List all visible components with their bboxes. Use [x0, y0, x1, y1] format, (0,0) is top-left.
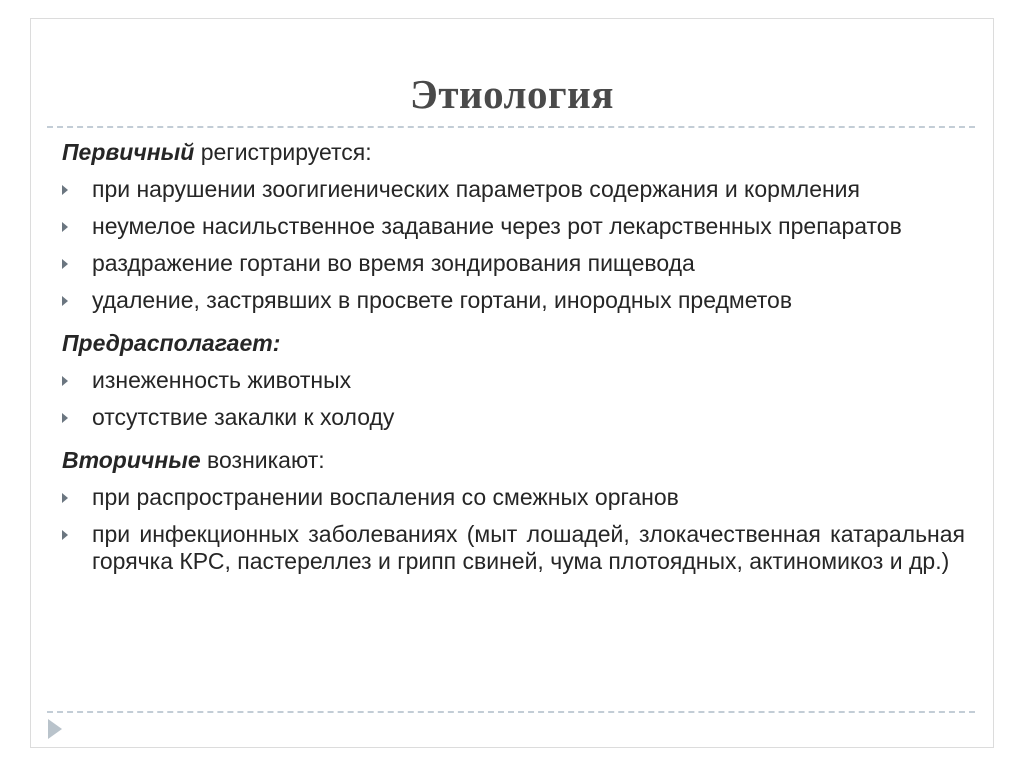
- bullet-arrow-icon: [62, 185, 68, 195]
- slide-content: [62, 133, 965, 585]
- next-slide-arrow-icon[interactable]: [48, 719, 62, 739]
- list-item: [62, 287, 965, 314]
- list-item-text: раздражение гортани во время зондирования пищевода: [92, 250, 695, 276]
- section-heading-rest: регистрируется:: [194, 139, 372, 165]
- top-divider: [47, 126, 975, 128]
- bullet-arrow-icon: [62, 259, 68, 269]
- bullet-arrow-icon: [62, 222, 68, 232]
- list-item: [62, 404, 965, 431]
- section-heading-bold: Предрасполагает:: [62, 330, 281, 356]
- bottom-divider: [47, 711, 975, 713]
- section-heading-bold: Первичный: [62, 139, 195, 165]
- bullet-arrow-icon: [62, 530, 68, 540]
- list-item: [62, 250, 965, 277]
- section-heading-primary: [62, 133, 965, 172]
- bullet-arrow-icon: [62, 376, 68, 386]
- list-item-text: при нарушении зоогигиенических параметров содержания и кормления: [92, 176, 860, 202]
- bullet-arrow-icon: [62, 493, 68, 503]
- list-item-text: изнеженность животных: [92, 367, 352, 393]
- section-heading-bold: Вторичные: [62, 447, 201, 473]
- list-item-text: при инфекционных заболеваниях (мыт лошадей, злокачественная катаральная горячка КРС, пастереллез и грипп свиней, чума плотоядных, актиномикоз и др.): [92, 521, 965, 574]
- section-heading-rest: возникают:: [200, 447, 325, 473]
- list-item: [62, 484, 965, 511]
- list-item: [62, 213, 965, 240]
- list-item-text: при распространении воспаления со смежных органов: [92, 484, 679, 510]
- slide-title: Этиология: [410, 71, 614, 117]
- list-item: [62, 521, 965, 575]
- list-item-text: неумелое насильственное задавание через рот лекарственных препаратов: [92, 213, 902, 239]
- section-heading-predisposing: [62, 324, 965, 363]
- list-item-text: удаление, застрявших в просвете гортани, инородных предметов: [92, 287, 793, 313]
- bullet-arrow-icon: [62, 413, 68, 423]
- list-item: [62, 176, 965, 203]
- list-item-text: отсутствие закалки к холоду: [92, 404, 395, 430]
- list-item: [62, 367, 965, 394]
- section-heading-secondary: [62, 441, 965, 480]
- bullet-arrow-icon: [62, 296, 68, 306]
